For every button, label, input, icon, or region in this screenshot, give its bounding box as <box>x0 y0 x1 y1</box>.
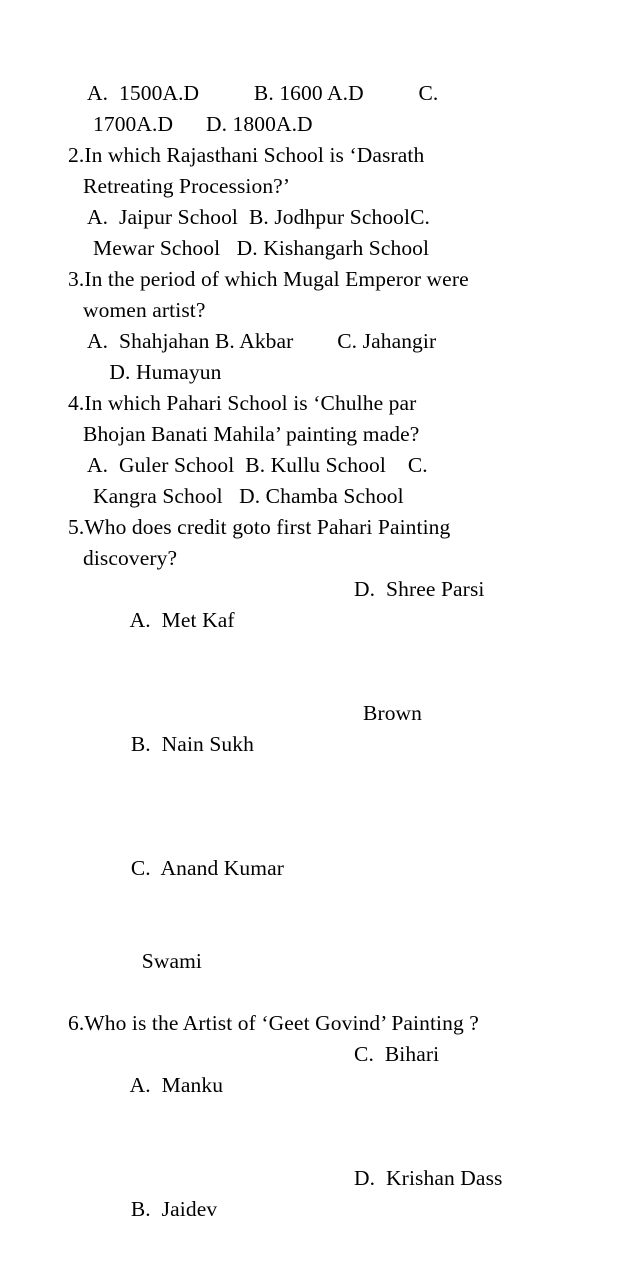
question-block-5 <box>68 512 580 1008</box>
question-block-1-options <box>68 78 580 140</box>
option-row <box>87 1039 580 1163</box>
option-line: A. Jaipur School B. Jodhpur SchoolC. <box>87 205 431 229</box>
question-block-4 <box>68 388 580 512</box>
option-row <box>87 915 580 1008</box>
option-line-continuation: D. Humayun <box>93 360 222 384</box>
question-block-6 <box>68 1008 580 1287</box>
question-stem-continuation: discovery? <box>83 546 178 570</box>
question-stem: 2.In which Rajasthani School is ‘Dasrath <box>68 143 425 167</box>
option-right-continuation: Brown <box>363 701 423 725</box>
question-stem-continuation: women artist? <box>83 298 206 322</box>
question-stem: 4.In which Pahari School is ‘Chulhe par <box>68 391 417 415</box>
option-line: A. Shahjahan B. Akbar C. Jahangir <box>87 329 437 353</box>
option-right: D. Shree Parsi <box>354 577 485 601</box>
option-left-continuation: Swami <box>130 949 202 973</box>
question-list <box>68 78 580 1287</box>
option-row <box>87 1163 580 1287</box>
option-line: A. Guler School B. Kullu School C. <box>87 453 428 477</box>
option-left: C. Anand Kumar <box>130 856 284 880</box>
question-block-3 <box>68 264 580 388</box>
option-row <box>87 822 580 915</box>
option-left: A. Met Kaf <box>129 608 235 632</box>
option-right: D. Krishan Dass <box>354 1166 503 1190</box>
question-block-2 <box>68 140 580 264</box>
question-stem-continuation: Bhojan Banati Mahila’ painting made? <box>83 422 420 446</box>
option-row <box>87 574 580 698</box>
option-left: B. Jaidev <box>130 1197 218 1221</box>
option-line-continuation: Kangra School D. Chamba School <box>93 484 404 508</box>
question-stem: 6.Who is the Artist of ‘Geet Govind’ Painting ? <box>68 1011 479 1035</box>
option-line: A. 1500A.D B. 1600 A.D C. <box>87 81 439 105</box>
option-line-continuation: 1700A.D D. 1800A.D <box>93 112 313 136</box>
option-right: C. Bihari <box>354 1042 440 1066</box>
option-left: B. Nain Sukh <box>130 732 254 756</box>
question-stem-continuation: Retreating Procession?’ <box>83 174 291 198</box>
question-stem: 5.Who does credit goto first Pahari Painting <box>68 515 451 539</box>
option-line-continuation: Mewar School D. Kishangarh School <box>93 236 430 260</box>
option-row <box>87 698 580 822</box>
option-left: A. Manku <box>129 1073 224 1097</box>
question-stem: 3.In the period of which Mugal Emperor were <box>68 267 469 291</box>
